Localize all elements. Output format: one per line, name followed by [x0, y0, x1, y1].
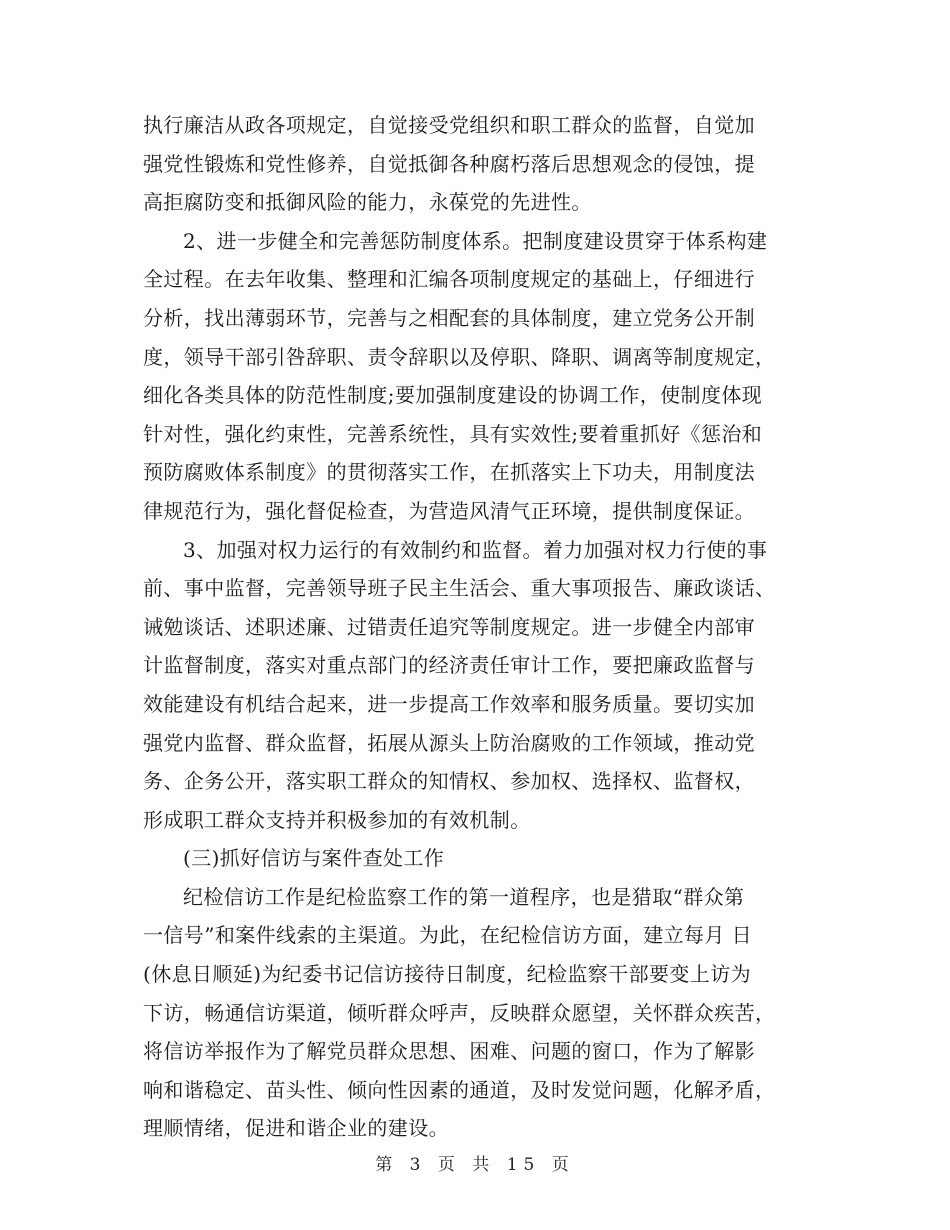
text-line: 诫勉谈话、述职述廉、过错责任追究等制度规定。进一步健全内部审 [143, 614, 755, 639]
text-line: 将信访举报作为了解党员群众思想、困难、问题的窗口，作为了解影 [143, 1039, 755, 1064]
text-line: 高拒腐防变和抵御风险的能力，永葆党的先进性。 [143, 190, 592, 215]
text-line: 前、事中监督，完善领导班子民主生活会、重大事项报告、廉政谈话、 [143, 576, 776, 601]
paragraph-3-start: 3、加强对权力运行的有效制约和监督。着力加强对权力行使的事 [183, 537, 768, 562]
text-line: 务、企务公开，落实职工群众的知情权、参加权、选择权、监督权， [143, 769, 755, 794]
paragraph-4-start: 纪检信访工作是纪检监察工作的第一道程序，也是猎取“群众第 [183, 884, 745, 909]
text-line: (休息日顺延)为纪委书记信访接待日制度，纪检监察干部要变上访为 [143, 962, 752, 987]
text-line: 效能建设有机结合起来，进一步提高工作效率和服务质量。要切实加 [143, 691, 755, 716]
text-line: 细化各类具体的防范性制度;要加强制度建设的协调工作，使制度体现 [143, 383, 763, 408]
text-line: 一信号”和案件线索的主渠道。为此，在纪检信访方面，建立每月 日 [143, 923, 752, 948]
page-number-footer: 第 3 页 共 15 页 [375, 1155, 575, 1175]
paragraph-2-start: 2、进一步健全和完善惩防制度体系。把制度建设贯穿于体系构建 [183, 228, 768, 253]
text-line: 理顺情绪，促进和谐企业的建设。 [143, 1116, 449, 1141]
text-line: 全过程。在去年收集、整理和汇编各项制度规定的基础上，仔细进行 [143, 267, 755, 292]
text-line: 执行廉洁从政各项规定，自觉接受党组织和职工群众的监督，自觉加 [143, 113, 755, 137]
text-line: 针对性，强化约束性，完善系统性，具有实效性;要着重抓好《惩治和 [143, 421, 763, 446]
text-line: 预防腐败体系制度》的贯彻落实工作，在抓落实上下功夫，用制度法 [143, 460, 755, 485]
text-line: 计监督制度，落实对重点部门的经济责任审计工作，要把廉政监督与 [143, 653, 755, 678]
text-line: 律规范行为，强化督促检查，为营造风清气正环境，提供制度保证。 [143, 498, 755, 523]
text-line: 度，领导干部引咎辞职、责令辞职以及停职、降职、调离等制度规定， [143, 344, 776, 369]
text-line: 分析，找出薄弱环节，完善与之相配套的具体制度，建立党务公开制 [143, 305, 755, 330]
text-line: 下访，畅通信访渠道，倾听群众呼声，反映群众愿望，关怀群众疾苦， [143, 1000, 776, 1025]
text-line: 强党内监督、群众监督，拓展从源头上防治腐败的工作领域，推动党 [143, 730, 755, 755]
text-line: 响和谐稳定、苗头性、倾向性因素的通道，及时发觉问题，化解矛盾， [143, 1077, 776, 1102]
body-text [143, 106, 823, 1148]
text-line: 形成职工群众支持并积极参加的有效机制。 [143, 807, 531, 832]
text-line: 强党性锻炼和党性修养，自觉抵御各种腐朽落后思想观念的侵蚀，提 [143, 151, 755, 176]
section-heading: (三)抓好信访与案件查处工作 [183, 846, 445, 871]
